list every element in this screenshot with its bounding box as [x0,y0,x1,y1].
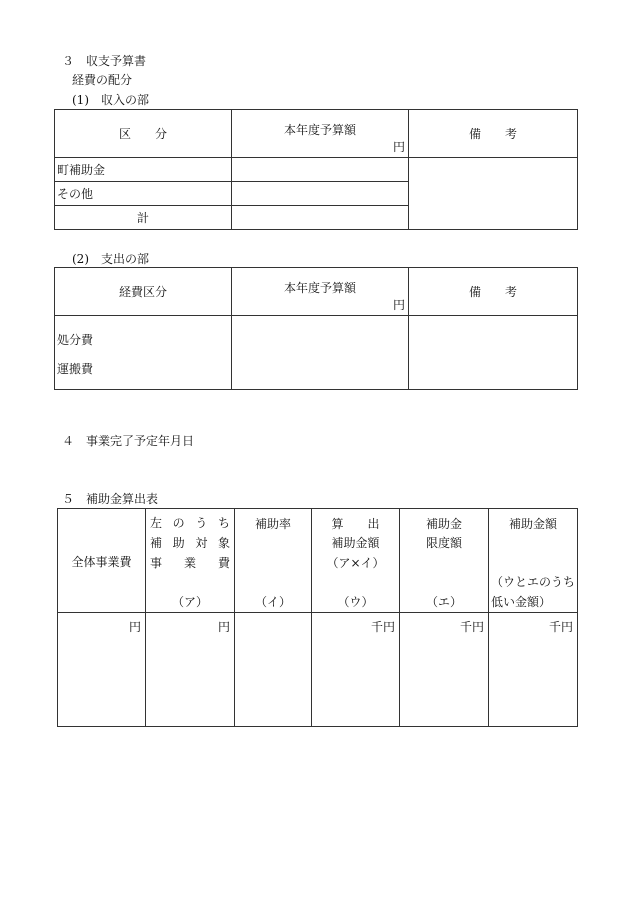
value-subsidy-amount[interactable]: 千円 [489,613,578,727]
income-table [54,109,578,230]
expense-header-budget: 本年度予算額 円 [232,268,409,316]
section3-subheading: 経費の配分 [72,73,133,87]
eligible-line-2: 補 助 対 象 [150,536,230,550]
header-subsidy-rate: 補助率 （イ） [235,509,312,613]
eligible-line-3: 事 業 費 [150,556,230,570]
expense-category-cell [55,316,232,390]
expense-header-category: 経費区分 [55,268,232,316]
expense-table [54,267,578,390]
expense-part-title: (2) 支出の部 [72,252,149,266]
income-row-subsidy-amount[interactable] [232,158,409,182]
header-total-project-cost: 全体事業費 [58,509,146,613]
value-total-project-cost[interactable]: 円 [58,613,146,727]
section4-heading: ４ 事業完了予定年月日 [62,434,195,448]
section3-heading: ３ 収支予算書 [62,54,147,68]
income-row-other: その他 [55,182,232,206]
income-row-other-amount[interactable] [232,182,409,206]
income-remarks-cell[interactable] [409,158,578,230]
code-u: （ウ） [337,595,374,609]
income-row-subsidy: 町補助金 [55,158,232,182]
header-subsidy-amount: 補助金額 （ウとエのうち 低い金額） [489,509,578,613]
expense-amount-cell[interactable] [232,316,409,390]
expense-header-remarks: 備 考 [409,268,578,316]
header-eligible-cost [146,509,235,613]
header-subsidy-limit: 補助金 限度額 （エ） [400,509,489,613]
value-subsidy-limit[interactable]: 千円 [400,613,489,727]
expense-row-transport: 運搬費 [57,362,94,376]
expense-yen-unit: 円 [392,298,405,312]
section5-heading: ５ 補助金算出表 [62,492,159,506]
code-e: （エ） [425,595,462,609]
header-calculated-subsidy: 算 出 補助金額 （ア×イ） （ウ） [312,509,400,613]
income-row-total: 計 [55,206,232,230]
income-yen-unit: 円 [392,140,405,154]
expense-row-disposal: 処分費 [57,333,94,347]
income-header-budget: 本年度予算額 円 [232,110,409,158]
income-header-remarks: 備 考 [409,110,578,158]
income-header-category: 区 分 [55,110,232,158]
expense-remarks-cell[interactable] [409,316,578,390]
income-row-total-amount[interactable] [232,206,409,230]
income-part-title: (1) 収入の部 [72,93,149,107]
value-calculated-subsidy[interactable]: 千円 [312,613,400,727]
eligible-line-1: 左 の う ち [150,516,230,530]
subsidy-calc-table [57,508,578,727]
value-eligible-cost[interactable]: 円 [146,613,235,727]
code-a: （ア） [171,595,208,609]
value-subsidy-rate[interactable] [235,613,312,727]
code-i: （イ） [254,595,291,609]
